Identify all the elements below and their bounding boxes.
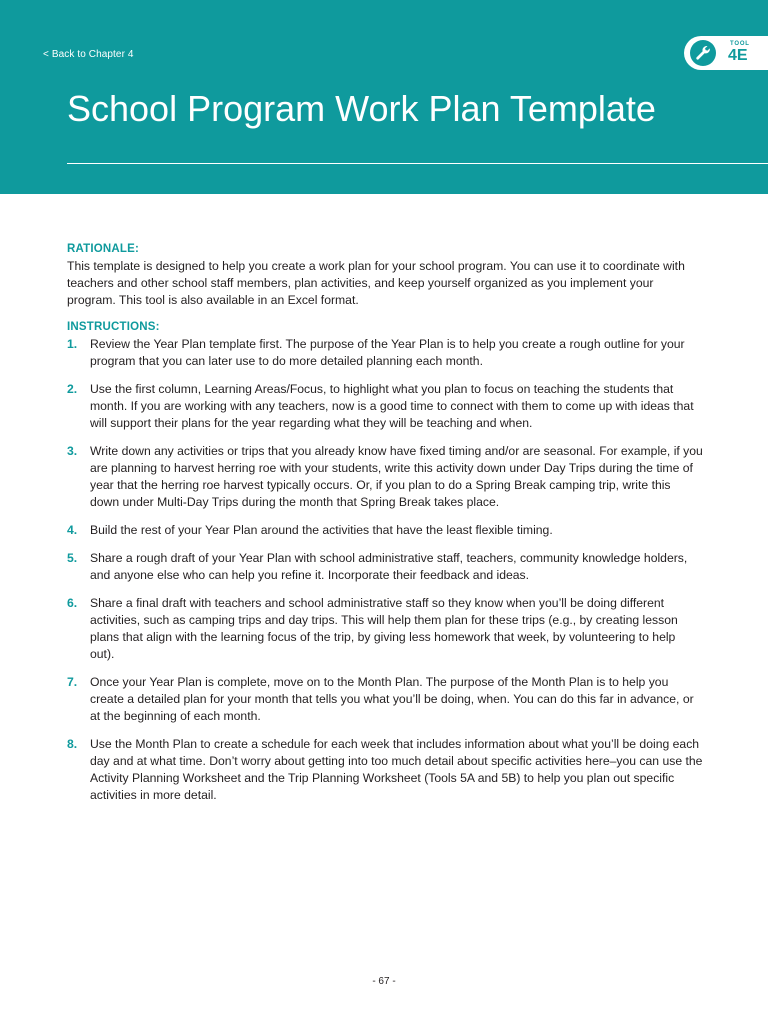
page-number: - 67 - — [372, 976, 396, 987]
list-item — [67, 674, 703, 725]
list-item — [67, 595, 703, 663]
item-text: Build the rest of your Year Plan around the activities that have the least flexible timing. — [90, 523, 553, 537]
item-number: 8. — [67, 737, 78, 751]
item-number: 3. — [67, 444, 78, 458]
instructions-heading: INSTRUCTIONS: — [67, 321, 160, 333]
item-text: Share a rough draft of your Year Plan with school administrative staff, teachers, community knowledge holders, and anyone else who can help you refine it. Incorporate their feedback and ideas. — [90, 551, 688, 582]
item-text: Use the first column, Learning Areas/Focus, to highlight what you plan to focus on teaching the students that month. If you are working with any teachers, now is a good time to connect with them to come up with ideas that will support their plans for the year regarding what they will be teaching and when. — [90, 382, 694, 430]
list-item — [67, 443, 703, 511]
page-title: School Program Work Plan Template — [67, 88, 656, 129]
item-text: Write down any activities or trips that you already know have fixed timing and/or are seasonal. For example, if you are planning to harvest herring roe with your students, write this activity down under Day Trips during the time of year that the herring roe harvest typically occurs. Or, if you plan to do a Spring Break camping trip, write this down under Multi-Day Trips during the month that Spring Break takes place. — [90, 444, 703, 509]
list-item — [67, 381, 703, 432]
item-text: Share a final draft with teachers and school administrative staff so they know when you’ll be doing different activities, such as camping trips and day trips. This will help them plan for these trips (e.g., by creating lesson plans that align with the learning focus of the trip, by giving less homework that week, by volunteering to help out). — [90, 596, 678, 661]
item-number: 7. — [67, 675, 78, 689]
back-to-chapter-link[interactable]: < Back to Chapter 4 — [43, 49, 134, 60]
wrench-icon — [690, 40, 716, 66]
item-number: 1. — [67, 337, 78, 351]
instructions-list — [67, 336, 703, 804]
tool-number: 4E — [728, 47, 748, 64]
item-text: Review the Year Plan template first. The purpose of the Year Plan is to help you create a rough outline for your program that you can later use to do more detailed planning each month. — [90, 337, 685, 368]
item-text: Once your Year Plan is complete, move on to the Month Plan. The purpose of the Month Plan is to help you create a detailed plan for your month that tells you what you’ll be doing, when. You can do this far in advance, or at the beginning of each month. — [90, 675, 694, 723]
title-divider — [67, 163, 768, 164]
tool-label: TOOL — [730, 41, 750, 47]
rationale-heading: RATIONALE: — [67, 243, 140, 255]
rationale-text: This template is designed to help you create a work plan for your school program. You can use it to coordinate with teachers and other school staff members, plan activities, and keep yourself organized as you implement your program. This tool is also available in an Excel format. — [67, 259, 685, 307]
main-content — [67, 241, 703, 815]
item-number: 4. — [67, 523, 78, 537]
list-item — [67, 550, 703, 584]
item-text: Use the Month Plan to create a schedule for each week that includes information about what you’ll be doing each day and at what time. Don’t worry about getting into too much detail about specific activities here–you can use the Activity Planning Worksheet and the Trip Planning Worksheet (Tools 5A and 5B) to help you plan out specific activities in more detail. — [90, 737, 703, 802]
list-item — [67, 336, 703, 370]
item-number: 2. — [67, 382, 78, 396]
item-number: 6. — [67, 596, 78, 610]
page-header — [0, 0, 768, 194]
list-item — [67, 522, 703, 539]
tool-badge — [684, 36, 768, 70]
item-number: 5. — [67, 551, 78, 565]
list-item — [67, 736, 703, 804]
